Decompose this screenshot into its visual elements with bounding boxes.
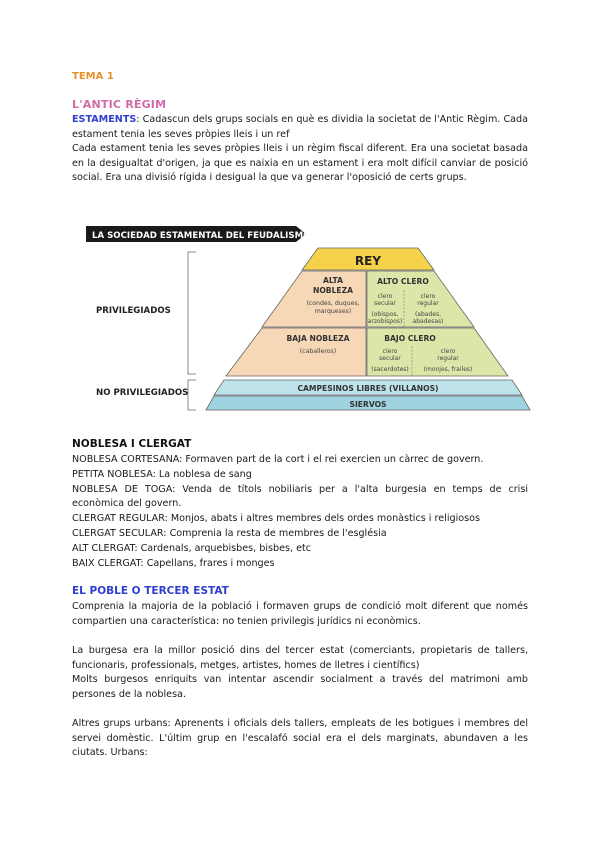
svg-text:clero: clero xyxy=(377,293,393,300)
estaments-text: : Cadascun dels grups socials en què es dividia la societat de l'Antic Règim. Cada estament tenia les seves pròpies lleis i un ref xyxy=(72,114,528,140)
bajo-clero-label: BAJO CLERO xyxy=(384,334,436,343)
svg-text:(condes, duques,: (condes, duques, xyxy=(306,300,360,307)
list-item: CLERGAT REGULAR: Monjos, abats i altres membres dels ordes monàstics i religiosos xyxy=(72,513,480,525)
tercer-estat-paragraph-4: Altres grups urbans: Aprenents i oficials dels tallers, empleats de les botigues i membres del servei domèstic. L'últim grup en l'escalafó social era el dels marginats, abundaven a les ciutats. Urbans: xyxy=(72,718,528,758)
svg-text:regular: regular xyxy=(437,355,459,362)
svg-text:clero: clero xyxy=(420,293,436,300)
svg-text:secular: secular xyxy=(379,355,401,362)
svg-text:ALTA: ALTA xyxy=(323,276,343,285)
list-item: NOBLESA DE TOGA: Venda de títols nobiliaris per a l'alta burgesia en temps de crisi econòmica del govern. xyxy=(72,483,528,510)
privileged-bracket xyxy=(188,252,196,374)
svg-text:clero: clero xyxy=(382,348,398,355)
non-privileged-label: NO PRIVILEGIADOS xyxy=(96,388,189,398)
svg-text:secular: secular xyxy=(374,300,396,307)
estaments-label: ESTAMENTS xyxy=(72,114,137,125)
noblesa-clergat-list xyxy=(72,453,528,571)
svg-text:(abades,: (abades, xyxy=(414,311,442,318)
svg-text:marqueses): marqueses) xyxy=(314,308,352,315)
list-item: BAIX CLERGAT: Capellans, frares i monges xyxy=(72,557,275,569)
campesinos-label: CAMPESINOS LIBRES (VILLANOS) xyxy=(297,384,439,393)
section-title-antic-regim: L'ANTIC RÈGIM xyxy=(72,98,167,111)
siervos-label: SIERVOS xyxy=(349,400,387,409)
svg-text:arzobispos): arzobispos) xyxy=(367,318,403,325)
diagram-banner-text: LA SOCIEDAD ESTAMENTAL DEL FEUDALISMO xyxy=(92,231,311,241)
sacerdotes-label: (sacerdotes) xyxy=(371,366,409,373)
baja-nobleza-label: BAJA NOBLEZA xyxy=(286,334,350,343)
list-item: ALT CLERGAT: Cardenals, arquebisbes, bisbes, etc xyxy=(72,542,312,554)
list-item: CLERGAT SECULAR: Comprenia la resta de membres de l'església xyxy=(72,527,387,539)
alta-nobleza-label: NOBLEZA xyxy=(312,286,354,295)
list-item: NOBLESA CORTESANA: Formaven part de la cort i el rei exercien un càrrec de govern. xyxy=(72,454,484,465)
svg-text:clero: clero xyxy=(440,348,456,355)
antic-regim-paragraph: Cada estament tenia les seves pròpies lleis i un règim fiscal diferent. Era una societat basada en la desigualtat d'origen, ja que es naixia en un estament i era molt difícil canviar de posició social. Era una divisió rígida i desigual la que va generar l'oposició de certs grups. xyxy=(72,143,528,183)
tercer-estat-paragraph-2: La burgesa era la millor posició dins del tercer estat (comerciants, propietaris de tallers, funcionaris, professionals, metges, artistes, homes de lletres i científics) xyxy=(72,645,528,671)
alto-clero-label: ALTO CLERO xyxy=(377,277,429,286)
section-title-tercer-estat: EL POBLE O TERCER ESTAT xyxy=(72,585,229,597)
privileged-label: PRIVILEGIADOS xyxy=(96,306,171,316)
alta-nobleza-block xyxy=(262,271,366,327)
tercer-estat-paragraph-3: Molts burgesos enriquits van intentar ascendir socialment a través del matrimoni amb persones de la noblesa. xyxy=(72,674,528,700)
caballeros-label: (caballeros) xyxy=(299,348,337,355)
svg-text:abadesas): abadesas) xyxy=(412,318,444,325)
rey-label: REY xyxy=(354,254,382,268)
svg-text:regular: regular xyxy=(417,300,439,307)
list-item: PETITA NOBLESA: La noblesa de sang xyxy=(72,468,252,480)
svg-text:(obispos,: (obispos, xyxy=(371,311,399,318)
tercer-estat-paragraph-1: Comprenia la majoria de la població i formaven grups de condició molt diferent que només compartien una característica: no tenien privilegis jurídics ni econòmics. xyxy=(72,601,528,627)
section-title-noblesa-clergat: NOBLESA I CLERGAT xyxy=(72,438,192,450)
monjes-label: (monjes, frailes) xyxy=(423,366,473,373)
non-privileged-bracket xyxy=(188,380,196,410)
tema-heading: TEMA 1 xyxy=(72,71,114,82)
